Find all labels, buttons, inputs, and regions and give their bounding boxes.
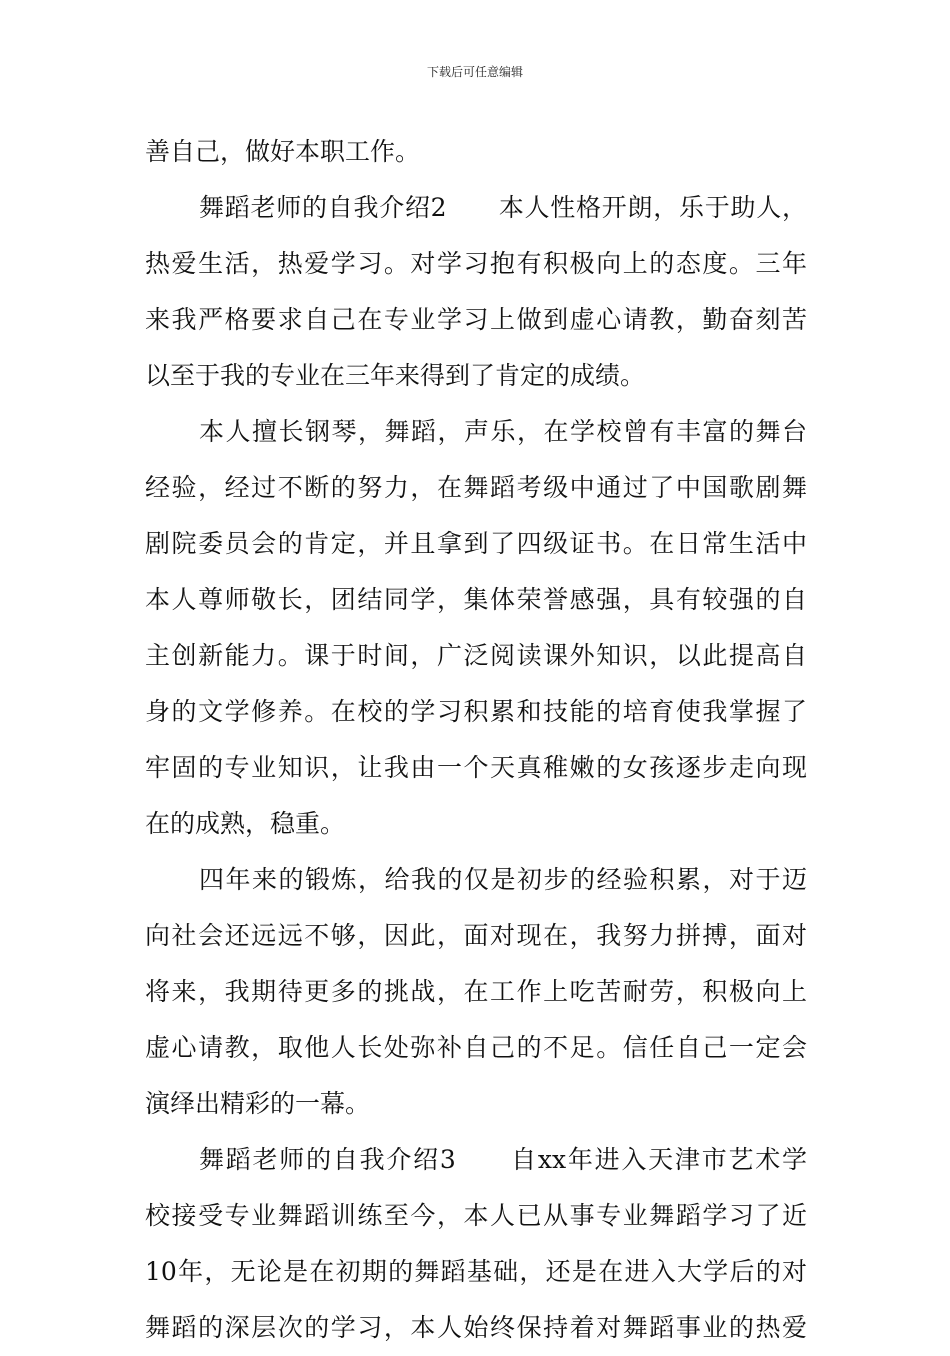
text-line: 四年来的锻炼，给我的仅是初步的经验积累，对于迈 [199, 865, 807, 894]
text-line: 10年，无论是在初期的舞蹈基础，还是在进入大学后的对 [145, 1257, 807, 1286]
text-line: 本人擅长钢琴，舞蹈，声乐，在学校曾有丰富的舞台 [199, 417, 807, 446]
text-line: 善自己，做好本职工作。 [145, 137, 421, 166]
text-line: 热爱生活，热爱学习。对学习抱有积极向上的态度。三年 [145, 249, 807, 278]
text-line: 剧院委员会的肯定，并且拿到了四级证书。在日常生活中 [145, 529, 807, 558]
text-line: 来我严格要求自己在专业学习上做到虚心请教，勤奋刻苦 [145, 305, 807, 334]
text-line: 舞蹈的深层次的学习，本人始终保持着对舞蹈事业的热爱 [145, 1313, 807, 1342]
text-line: 本人尊师敬长，团结同学，集体荣誉感强，具有较强的自 [145, 585, 807, 614]
document-body [145, 124, 807, 1356]
paragraph [145, 1132, 807, 1356]
text-line: 将来，我期待更多的挑战，在工作上吃苦耐劳，积极向上 [145, 977, 807, 1006]
text-line: 舞蹈老师的自我介绍2 本人性格开朗，乐于助人， [199, 193, 807, 222]
paragraph [145, 404, 807, 852]
paragraph [145, 180, 807, 404]
text-line: 舞蹈老师的自我介绍3 自xx年进入天津市艺术学 [199, 1145, 807, 1174]
text-line: 校接受专业舞蹈训练至今，本人已从事专业舞蹈学习了近 [145, 1201, 807, 1230]
text-line: 在的成熟，稳重。 [145, 809, 346, 838]
text-line: 牢固的专业知识，让我由一个天真稚嫩的女孩逐步走向现 [145, 753, 807, 782]
paragraph [145, 124, 807, 180]
paragraph [145, 852, 807, 1132]
text-line: 向社会还远远不够，因此，面对现在，我努力拼搏，面对 [145, 921, 807, 950]
text-line: 经验，经过不断的努力，在舞蹈考级中通过了中国歌剧舞 [145, 473, 807, 502]
text-line: 主创新能力。课于时间，广泛阅读课外知识，以此提高自 [145, 641, 807, 670]
text-line: 虚心请教，取他人长处弥补自己的不足。信任自己一定会 [145, 1033, 807, 1062]
text-line: 身的文学修养。在校的学习积累和技能的培育使我掌握了 [145, 697, 807, 726]
text-line: 以至于我的专业在三年来得到了肯定的成绩。 [145, 361, 646, 390]
page-header: 下载后可任意编辑 [426, 65, 523, 79]
text-line: 演绎出精彩的一幕。 [145, 1089, 371, 1118]
